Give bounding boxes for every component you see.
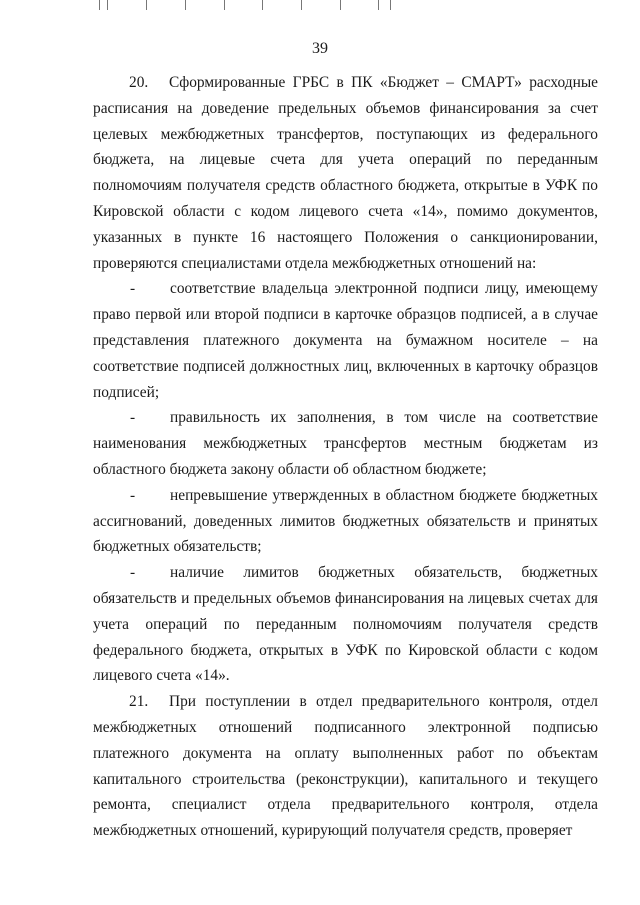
- list-item-text: непревышение утвержденных в областном бюджете бюджетных ассигнований, доведенных лимитов бюджетных обязательств и принятых бюджетных обязательств;: [93, 486, 598, 556]
- paragraph-text: При поступлении в отдел предварительного контроля, отдел межбюджетных отношений подписанного электронной подписью платежного документа на оплату выполненных работ по объектам капитального строительства (реконструкции), капитального и текущего ремонта, специалист отдела предварительного контроля, отдела межбюджетных отношений, курирующий получателя средств, проверяет: [93, 693, 598, 840]
- list-item: [93, 405, 598, 482]
- paragraph-21: [93, 689, 598, 844]
- list-item-text: соответствие владельца электронной подписи лицу, имеющему право первой или второй подписи в карточке образцов подписей, а в случае представления платежного документа на бумажном носителе – на соответствие подписей должностных лиц, включенных в карточку образцов подписей;: [93, 280, 598, 401]
- list-marker: -: [130, 486, 136, 504]
- list-marker: -: [130, 280, 136, 298]
- document-body: [93, 70, 598, 844]
- list-item-text: правильность их заполнения, в том числе на соответствие наименования межбюджетных трансфертов местным бюджетам из областного бюджета закону области об областном бюджете;: [93, 409, 598, 478]
- list-item: [93, 483, 598, 560]
- paragraph-text: Сформированные ГРБС в ПК «Бюджет – СМАРТ» расходные расписания на доведение предельных объемов финансирования за счет целевых межбюджетных трансфертов, поступающих из федерального бюджета, на лицевые счета для учета операций по переданным полномочиям получателя средств областного бюджета, открытые в УФК по Кировской области с кодом лицевого счета «14», помимо документов, указанных в пункте 16 настоящего Положения о санкционировании, проверяются специалистами отдела межбюджетных отношений на:: [93, 74, 598, 272]
- scan-artifact: [0, 0, 640, 14]
- list-item: [93, 276, 598, 405]
- page-number: 39: [312, 40, 328, 57]
- list-marker: -: [130, 564, 136, 582]
- paragraph-number: 21.: [129, 693, 149, 711]
- paragraph-number: 20.: [129, 74, 149, 91]
- list-marker: -: [130, 409, 136, 427]
- paragraph-20: [93, 70, 598, 276]
- list-item-text: наличие лимитов бюджетных обязательств, бюджетных обязательств и предельных объемов финансирования на лицевых счетах для учета операций по переданным полномочиям получателя средств федерального бюджета, открытых в УФК по Кировской области с кодом лицевого счета «14».: [93, 564, 598, 685]
- list-item: [93, 560, 598, 689]
